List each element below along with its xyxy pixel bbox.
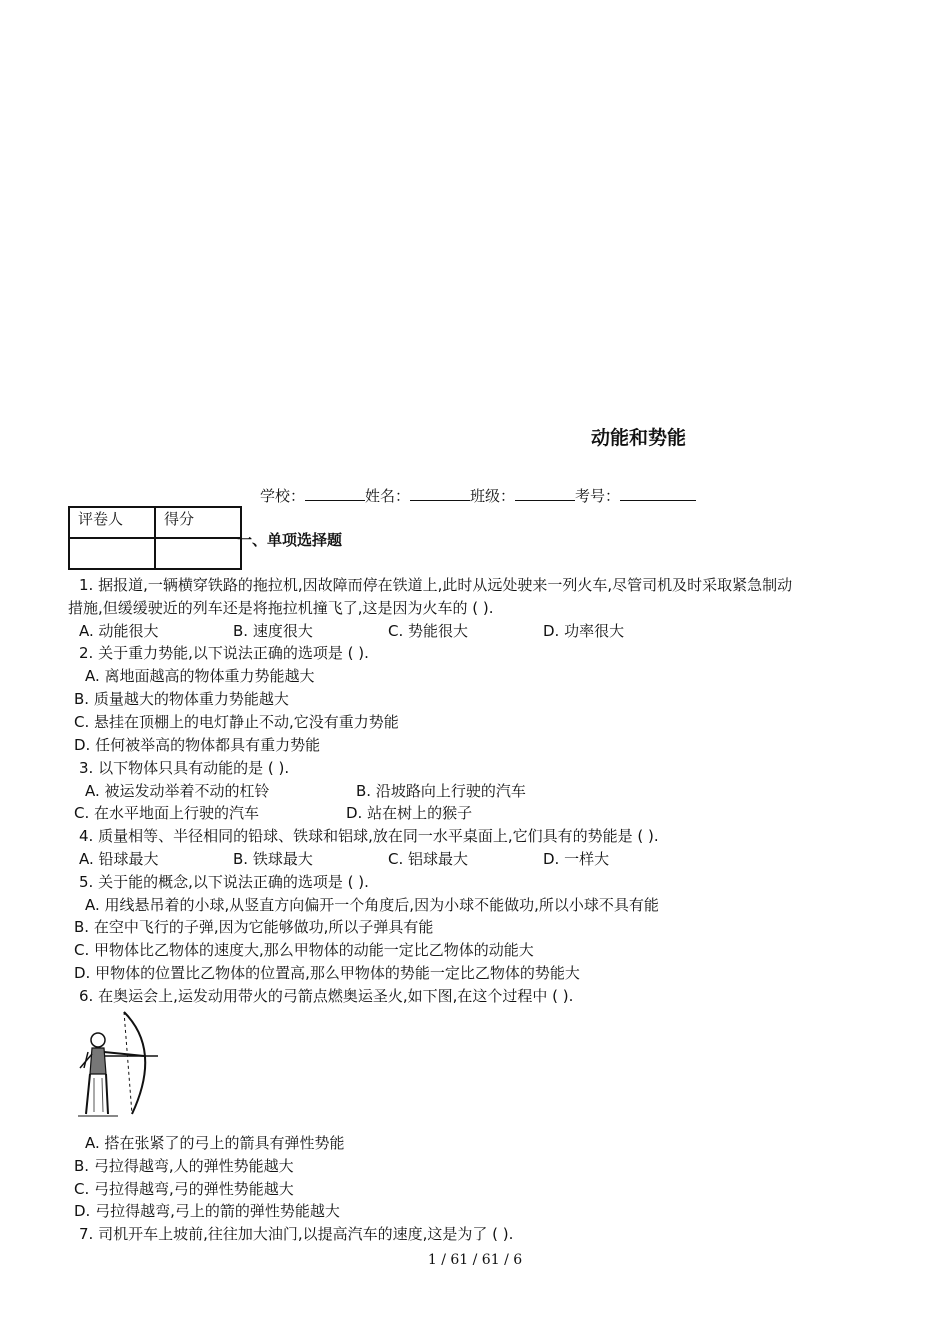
question-5-option-a: A. 用线悬吊着的小球,从竖直方向偏开一个角度后,因为小球不能做功,所以小球不具有能 bbox=[85, 896, 659, 914]
question-5-option-b: B. 在空中飞行的子弹,因为它能够做功,所以子弹具有能 bbox=[74, 918, 434, 936]
question-1-option-c: C. 势能很大 bbox=[388, 622, 469, 640]
question-4-option-b: B. 铁球最大 bbox=[233, 850, 313, 868]
exam-no-label: 考号： bbox=[575, 487, 621, 505]
question-7: 7. 司机开车上坡前,往往加大油门,以提高汽车的速度,这是为了 ( ). bbox=[79, 1225, 514, 1243]
question-1-option-d: D. 功率很大 bbox=[543, 622, 625, 640]
question-3-option-c: C. 在水平地面上行驶的汽车 bbox=[74, 804, 260, 822]
name-label: 姓名： bbox=[365, 487, 411, 505]
question-4-option-c: C. 铝球最大 bbox=[388, 850, 469, 868]
page-title: 动能和势能 bbox=[591, 427, 687, 449]
question-6-option-c: C. 弓拉得越弯,弓的弹性势能越大 bbox=[74, 1180, 294, 1198]
page-footer: 1 / 61 / 61 / 6 bbox=[427, 1252, 523, 1268]
question-2-option-c: C. 悬挂在顶棚上的电灯静止不动,它没有重力势能 bbox=[74, 713, 399, 731]
question-4-option-d: D. 一样大 bbox=[543, 850, 610, 868]
question-1-line-1: 1. 据报道,一辆横穿铁路的拖拉机,因故障而停在铁道上,此时从远处驶来一列火车,尽管司机及时采取紧急制动 bbox=[79, 576, 793, 594]
question-2: 2. 关于重力势能,以下说法正确的选项是 ( ). bbox=[79, 644, 369, 662]
grader-header: 评卷人 bbox=[69, 507, 155, 538]
question-4-option-a: A. 铅球最大 bbox=[79, 850, 159, 868]
question-3: 3. 以下物体只具有动能的是 ( ). bbox=[79, 759, 290, 777]
student-info-line bbox=[260, 486, 696, 506]
score-header: 得分 bbox=[155, 507, 241, 538]
question-3-option-a: A. 被运发动举着不动的杠铃 bbox=[85, 782, 270, 800]
question-1-option-b: B. 速度很大 bbox=[233, 622, 313, 640]
question-6: 6. 在奥运会上,运发动用带火的弓箭点燃奥运圣火,如下图,在这个过程中 ( ). bbox=[79, 987, 574, 1005]
school-label: 学校： bbox=[260, 487, 306, 505]
school-blank bbox=[305, 486, 365, 501]
grader-cell bbox=[69, 538, 155, 569]
question-3-option-b: B. 沿坡路向上行驶的汽车 bbox=[356, 782, 526, 800]
question-4: 4. 质量相等、半径相同的铅球、铁球和铝球,放在同一水平桌面上,它们具有的势能是 ( ). bbox=[79, 827, 659, 845]
question-2-option-a: A. 离地面越高的物体重力势能越大 bbox=[85, 667, 315, 685]
class-blank bbox=[515, 486, 575, 501]
class-label: 班级： bbox=[470, 487, 516, 505]
question-5-option-d: D. 甲物体的位置比乙物体的位置高,那么甲物体的势能一定比乙物体的势能大 bbox=[74, 964, 580, 982]
score-table bbox=[68, 506, 242, 570]
question-2-option-d: D. 任何被举高的物体都具有重力势能 bbox=[74, 736, 321, 754]
question-6-option-a: A. 搭在张紧了的弓上的箭具有弹性势能 bbox=[85, 1134, 345, 1152]
question-3-option-d: D. 站在树上的猴子 bbox=[346, 804, 473, 822]
question-5: 5. 关于能的概念,以下说法正确的选项是 ( ). bbox=[79, 873, 369, 891]
question-5-option-c: C. 甲物体比乙物体的速度大,那么甲物体的动能一定比乙物体的动能大 bbox=[74, 941, 534, 959]
question-6-option-d: D. 弓拉得越弯,弓上的箭的弹性势能越大 bbox=[74, 1202, 340, 1220]
question-2-option-b: B. 质量越大的物体重力势能越大 bbox=[74, 690, 289, 708]
exam-no-blank bbox=[620, 486, 696, 501]
name-blank bbox=[410, 486, 470, 501]
question-6-option-b: B. 弓拉得越弯,人的弹性势能越大 bbox=[74, 1157, 294, 1175]
question-1-line-2: 措施,但缓缓驶近的列车还是将拖拉机撞飞了,这是因为火车的 ( ). bbox=[68, 599, 494, 617]
question-1-option-a: A. 动能很大 bbox=[79, 622, 159, 640]
section-heading: 一、单项选择题 bbox=[237, 531, 343, 549]
score-cell bbox=[155, 538, 241, 569]
archer-illustration bbox=[74, 1008, 166, 1118]
